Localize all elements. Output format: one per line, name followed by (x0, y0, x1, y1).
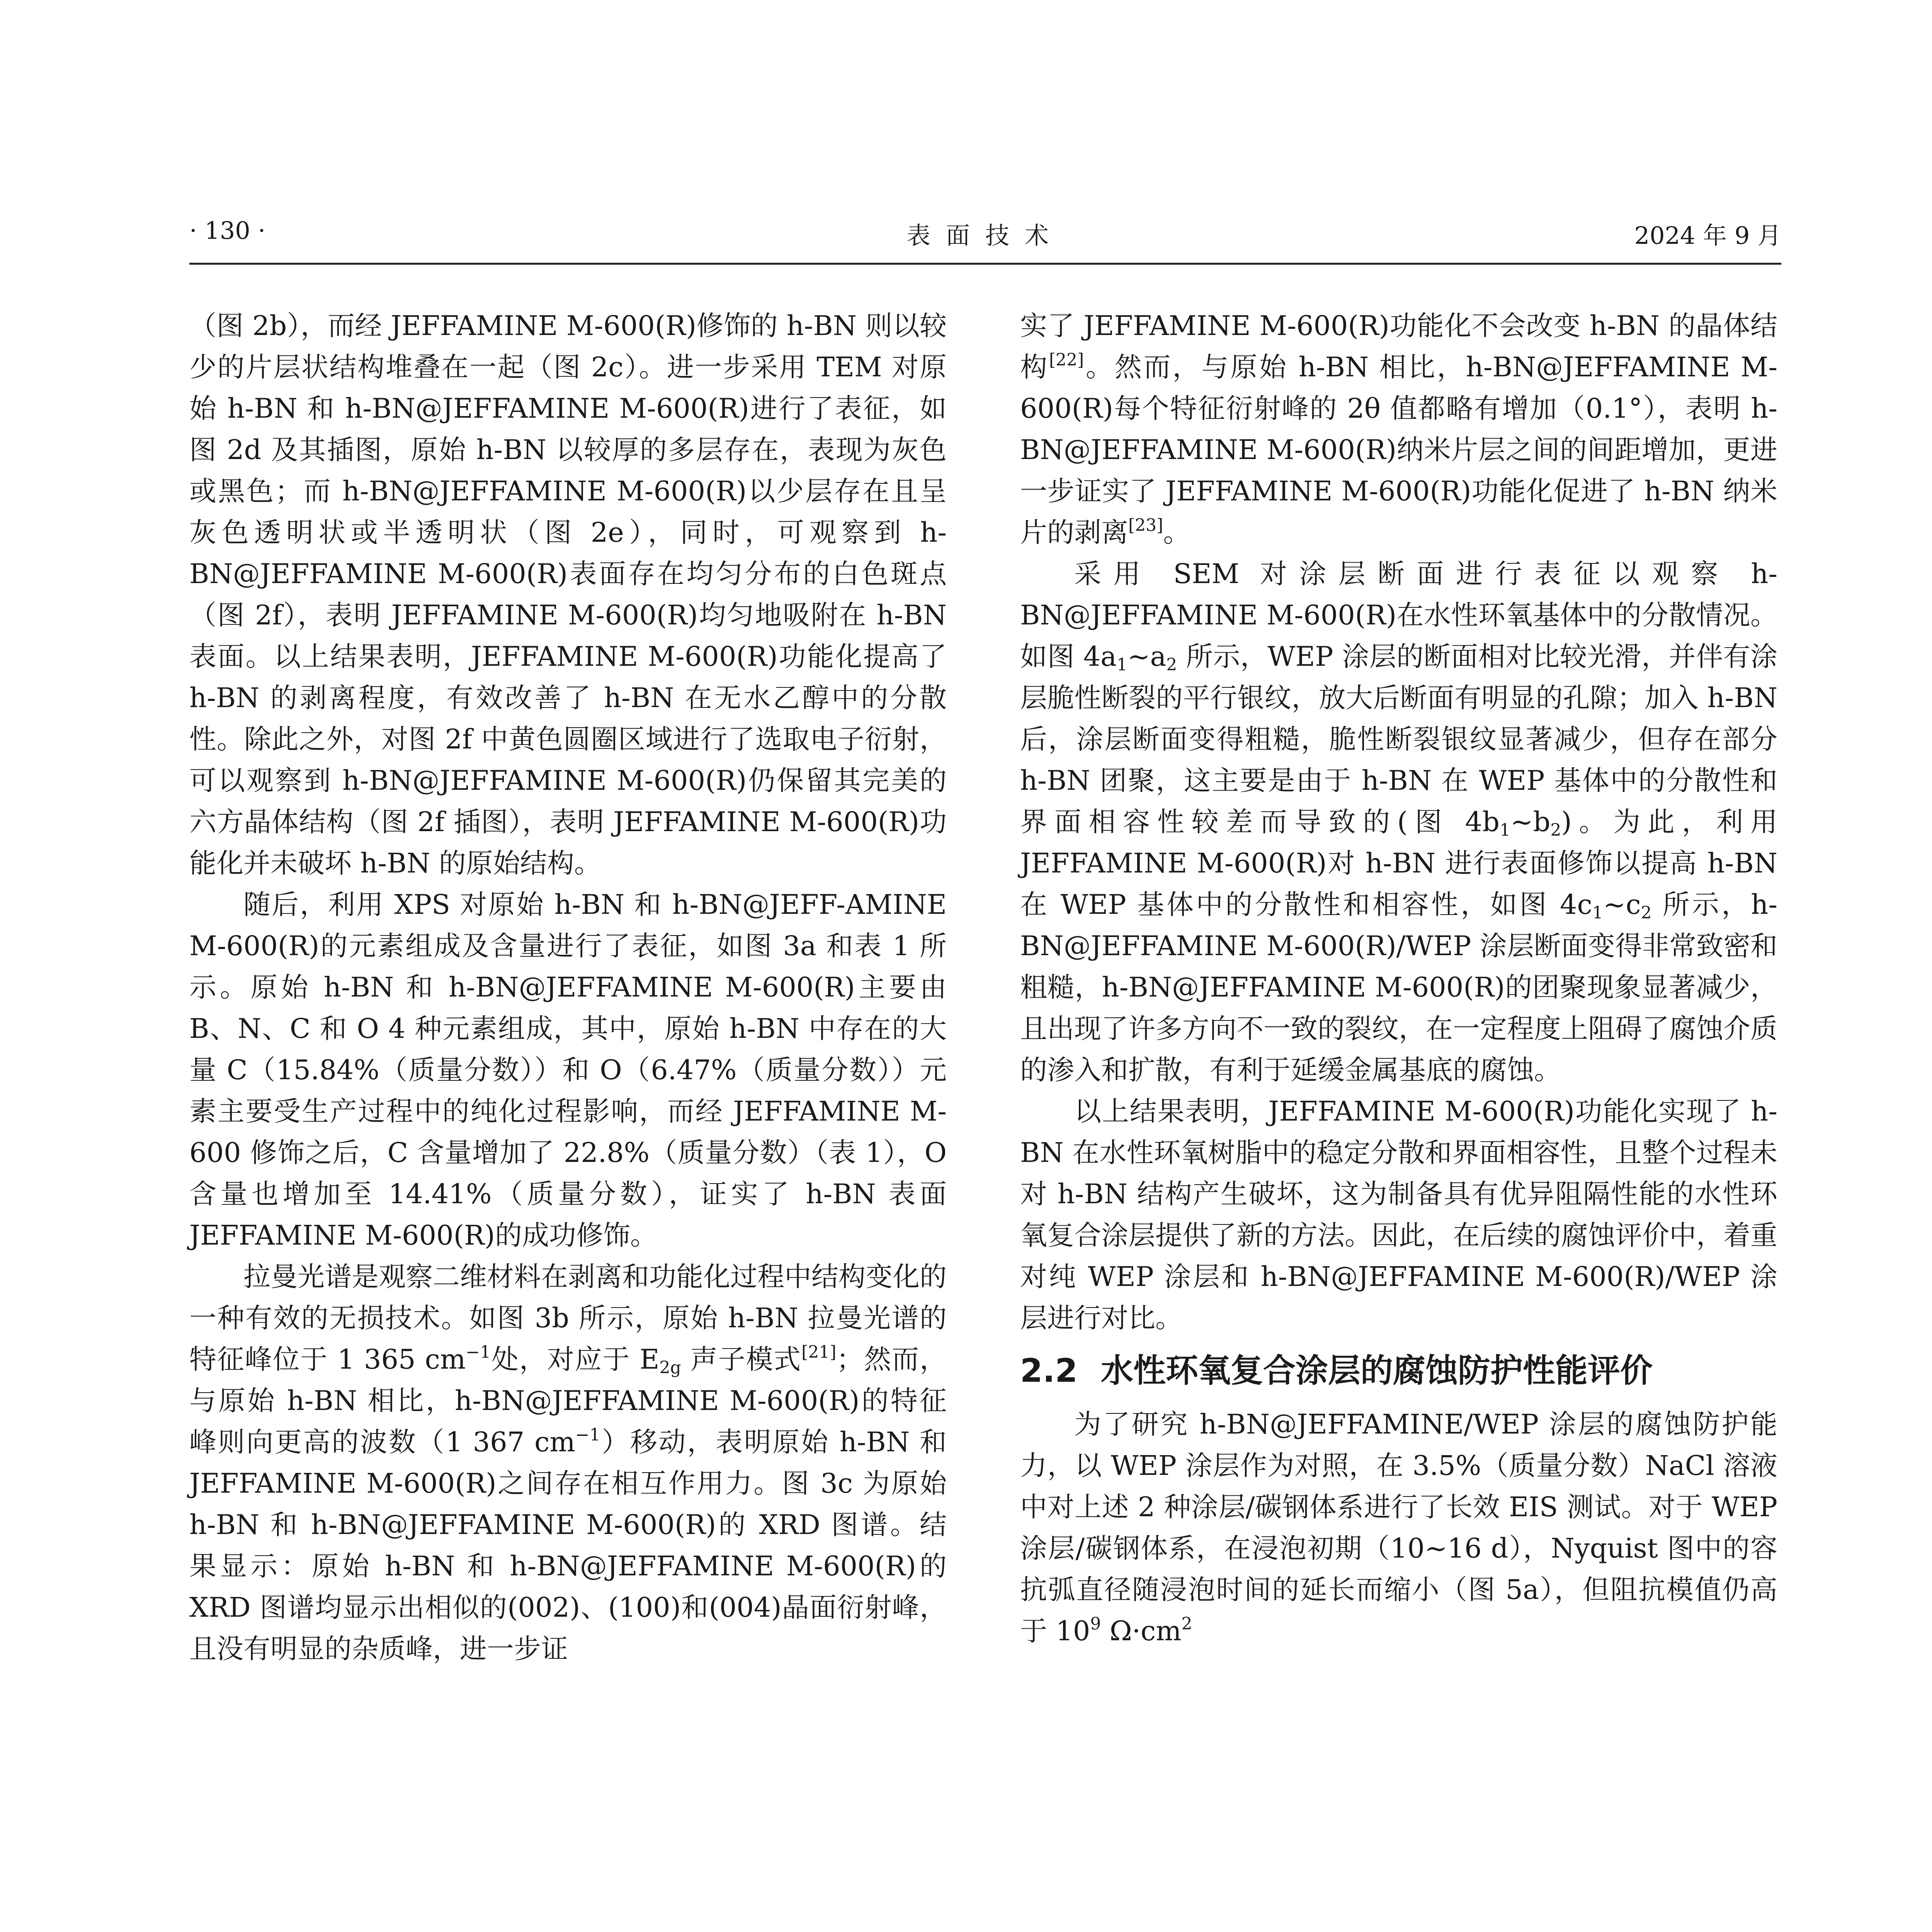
issue-date: 2024 年 9 月 (1634, 221, 1781, 250)
paragraph: 拉曼光谱是观察二维材料在剥离和功能化过程中结构变化的一种有效的无损技术。如图 3b 所示，原始 h-BN 拉曼光谱的特征峰位于 1 365 $cm^{-1}$处，对应于 $E_{2g}$ 声子模式[21]；然而，与原始 h-BN 相比，h-BN@JEFFAMINE M-600(R)的特征峰则向更高的波数（1 367 $cm^{-1}$）移动，表明原始 h-BN 和 JEFFAMINE M-600(R)之间存在相互作用力。图 3c 为原始 h-BN 和 h-BN@JEFFAMINE M-600(R)的 XRD 图谱。结果显示：原始 h-BN 和 h-BN@JEFFAMINE M-600(R)的 XRD 图谱均显示出相似的(002)、(100)和(004)晶面衍射峰，且没有明显的杂质峰，进一步证 (189, 1261, 947, 1665)
paragraph: 以上结果表明，JEFFAMINE M-600(R)功能化实现了 h-BN 在水性环氧树脂中的稳定分散和界面相容性，且整个过程未对 h-BN 结构产生破坏，这为制备具有优异阻隔性能的水性环氧复合涂层提供了新的方法。因此，在后续的腐蚀评价中，着重对纯 WEP 涂层和 h-BN@JEFFAMINE M-600(R)/WEP 涂层进行对比。 (1020, 1095, 1777, 1334)
paragraph: 实了 JEFFAMINE M-600(R)功能化不会改变 h-BN 的晶体结构[22]。然而，与原始 h-BN 相比，h-BN@JEFFAMINE M-600(R)每个特征衍射峰的 2θ 值都略有增加（0.1°），表明 h-BN@JEFFAMINE M-600(R)纳米片层之间的间距增加，更进一步证实了 JEFFAMINE M-600(R)功能化促进了 h-BN 纳米片的剥离[23]。 (1020, 310, 1778, 548)
paragraph: 随后，利用 XPS 对原始 h-BN 和 h-BN@JEFF-AMINE M-600(R)的元素组成及含量进行了表征，如图 3a 和表 1 所示。原始 h-BN 和 h-BN@JEFFAMINE M-600(R)主要由 B、N、C 和 O 4 种元素组成，其中，原始 h-BN 中存在的大量 C（15.84%（质量分数））和 O（6.47%（质量分数））元素主要受生产过程中的纯化过程影响，而经 JEFFAMINE M-600 修饰之后，C 含量增加了 22.8%（质量分数）（表 1），O 含量也增加至 14.41%（质量分数），证实了 h-BN 表面 JEFFAMINE M-600(R)的成功修饰。 (189, 889, 947, 1251)
journal-title: 表面技术 (906, 221, 1064, 250)
paragraph: （图 2b），而经 JEFFAMINE M-600(R)修饰的 h-BN 则以较少的片层状结构堆叠在一起（图 2c）。进一步采用 TEM 对原始 h-BN 和 h-BN@JEFFAMINE M-600(R)进行了表征，如图 2d 及其插图，原始 h-BN 以较厚的多层存在，表现为灰色或黑色；而 h-BN@JEFFAMINE M-600(R)以少层存在且呈灰色透明状或半透明状（图 2e），同时，可观察到 h-BN@JEFFAMINE M-600(R)表面存在均匀分布的白色斑点（图 2f），表明 JEFFAMINE M-600(R)均匀地吸附在 h-BN 表面。以上结果表明，JEFFAMINE M-600(R)功能化提高了 h-BN 的剥离程度，有效改善了 h-BN 在无水乙醇中的分散性。除此之外，对图 2f 中黄色圆圈区域进行了选取电子衍射，可以观察到 h-BN@JEFFAMINE M-600(R)仍保留其完美的六方晶体结构（图 2f 插图），表明 JEFFAMINE M-600(R)功能化并未破坏 h-BN 的原始结构。 (189, 310, 947, 879)
paragraph: 采用 SEM 对涂层断面进行表征以观察 h-BN@JEFFAMINE M-600(R)在水性环氧基体中的分散情况。如图 $4a_1\sim a_2$ 所示，WEP 涂层的断面相对比较光滑，并伴有涂层脆性断裂的平行银纹，放大后断面有明显的孔隙；加入 h-BN 后，涂层断面变得粗糙，脆性断裂银纹显著减少，但存在部分 h-BN 团聚，这主要是由于 h-BN 在 WEP 基体中的分散性和界面相容性较差而导致的(图 $4b_1\sim b_2$)。为此，利用 JEFFAMINE M-600(R)对 h-BN 进行表面修饰以提高 h-BN 在 WEP 基体中的分散性和相容性，如图 $4c_1\sim c_2$ 所示，h-BN@JEFFAMINE M-600(R)/WEP 涂层断面变得非常致密和粗糙，h-BN@JEFFAMINE M-600(R)的团聚现象显著减少，且出现了许多方向不一致的裂纹，在一定程度上阻碍了腐蚀介质的渗入和扩散，有利于延缓金属基底的腐蚀。 (1020, 558, 1778, 1086)
paragraph: 为了研究 h-BN@JEFFAMINE/WEP 涂层的腐蚀防护能力，以 WEP 涂层作为对照，在 3.5%（质量分数）NaCl 溶液中对上述 2 种涂层/碳钢体系进行了长效 EIS 测试。对于 WEP 涂层/碳钢体系，在浸泡初期（10~16 d），Nyquist 图中的容抗弧直径随浸泡时间的延长而缩小（图 5a），但阻抗模值仍高于 $10^9$ $\Omega\cdot cm^2$ (1020, 1408, 1777, 1647)
page-number: · 130 · (189, 216, 266, 245)
section-heading: 2.2 水性环氧复合涂层的腐蚀防护性能评价 (1020, 1352, 1653, 1389)
